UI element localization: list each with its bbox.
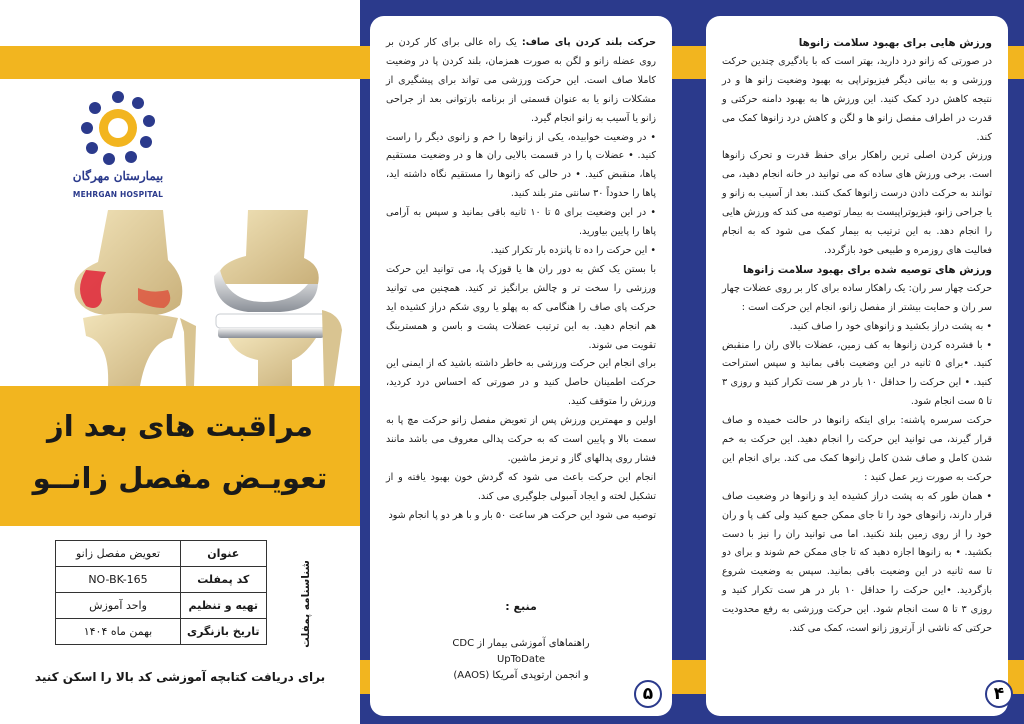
paragraph: • در وضعیت خوابیده، یکی از زانوها را خم و زانوی دیگر را راست کنید. • عضلات پا را در قسمت بالایی ران ها و در وضعیت مستقیم پاها، منقبض کنید. • در حالی که زانوها را مستقیم نگاه داشته اید، پاها را حدوداً ۳۰ سانتی متر بلند کنید. (386, 131, 656, 200)
page-5-body (386, 34, 656, 526)
paragraph: • با فشرده کردن زانوها به کف زمین، عضلات بالای ران را منقبض کنید. •برای ۵ ثانیه در این وضعیت باقی بمانید و سپس استراحت کنید. • این حرکت را حداقل ۱۰ بار در هر ست تکرار کنید و روزی ۳ تا ۵ ست انجام شود. (722, 339, 992, 408)
title-block (0, 386, 360, 526)
cover-top-band (0, 46, 360, 79)
paragraph: انجام این حرکت باعث می شود که گردش خون بهبود یافته و از تشکیل لخته و ایجاد آمبولی جلوگیری می کند. (386, 471, 656, 502)
paragraph: توصیه می شود این حرکت هر ساعت ۵۰ بار و با هر دو پا انجام شود (388, 509, 656, 521)
id-key: تهیه و تنظیم (181, 593, 267, 619)
id-value: واحد آموزش (56, 593, 181, 619)
table-row (56, 567, 267, 593)
pamphlet-id-table (55, 540, 267, 645)
paragraph: • در این وضعیت برای ۵ تا ۱۰ ثانیه باقی بمانید و سپس به آرامی پاها را پایین بیاورید. (386, 207, 657, 238)
paragraph: • به پشت دراز بکشید و زانوهای خود را صاف کنید. (789, 320, 992, 332)
id-value: بهمن ماه ۱۴۰۴ (56, 619, 181, 645)
page-4-body (722, 34, 992, 639)
source-item: و انجمن ارتوپدی آمریکا (AAOS) (453, 670, 589, 681)
cover-panel (0, 0, 360, 724)
paragraph: حرکت چهار سر ران: یک راهکار ساده برای کار بر روی عضلات چهار سر ران و حمایت بیشتر از مفصل زانو، انجام این حرکت است : (722, 282, 992, 313)
paragraph: حرکت سرسره پاشنه: برای اینکه زانوها در حالت خمیده و صاف قرار گیرند، می توانید این حرکت را انجام دهید. این حرکت به خم شدن کامل و صاف شدن کامل زانوها کمک می کند. برای انجام این حرکت به صورت زیر عمل کنید : (722, 415, 992, 483)
paragraph-text: یک راه عالی برای کار کردن بر روی عضله زانو و لگن به صورت همزمان، بلند کردن پا در وضعیت کاملا صاف است. این حرکت ورزشی می تواند برای پیشگیری از مشکلات زانو یا به عنوان قسمتی از برنامه بازتوانی بعد از جراحی زانو یا آسیب به زانو انجام گیرد. (386, 37, 656, 124)
knee-anatomy-illustration (68, 210, 360, 386)
paragraph: اولین و مهمترین ورزش پس از تعویض مفصل زانو حرکت مچ پا به سمت بالا و پایین است که به حرکت پدالی معروف می باشد مانند فشار روی پدالهای گاز و ترمز ماشین. (386, 415, 656, 464)
id-key: عنوان (181, 541, 267, 567)
id-table-side-label: شناسنامه پمفلت (300, 560, 312, 648)
paragraph: در صورتی که زانو درد دارید، بهتر است که با یادگیری چندین حرکت ورزشی و به بیانی دیگر فیزیوتراپی به بهبود وضعیت زانو ها و در نتیجه کاهش درد کمک کنید. این ورزش ها به بهبود دامنه حرکتی و قدرت در اطراف مفصل زانو ها و لگن و کاهش درد زانوها کمک می کند. (722, 55, 992, 143)
table-row (56, 593, 267, 619)
paragraph: با بستن یک کش به دور ران ها یا قوزک پا، می توانید این حرکت ورزشی را سخت تر و چالش برانگیز تر کنید. همچنین می توانید حرکت پای صاف را هنگامی که به پهلو یا روی شکم دراز کشیده اید هم انجام دهید. به این ترتیب عضلات پشت و باسن و همسترینگ تقویت می شوند. (386, 263, 656, 351)
id-key: کد پمفلت (181, 567, 267, 593)
paragraph: برای انجام این حرکت ورزشی به خاطر داشته باشید که از ایمنی این حرکت اطمینان حاصل کنید و در صورتی که احساس درد کردید، ورزش را متوقف کنید. (386, 358, 656, 408)
id-value: NO-BK-165 (56, 567, 181, 593)
paragraph: • همان طور که به پشت دراز کشیده اید و زانوها در وضعیت صاف قرار دارند، زانوهای خود را تا جای ممکن جمع کنید ولی کف پا و ران خود را از روی زمین بلند نکنید. اما می توانید ران را نیز با دست بکشید. • به زانوها اجازه دهید که تا جای ممکن خم شوند و برای دو تا سه ثانیه در این وضعیت باقی بمانید. سپس به وضعیت شروع بازگردید. •این حرکت را حداقل ۱۰ بار در هر ست تکرار کنید و روزی ۳ تا ۵ ست انجام شود. این حرکت ورزشی به رفع محدودیت حرکتی که ناشی از آرتروز زانو است، کمک می کند. (722, 490, 992, 635)
page-4-panel (706, 16, 1008, 716)
hospital-name-en: MEHRGAN HOSPITAL (72, 190, 164, 199)
cover-title-line1: مراقبت های بعد از (47, 409, 313, 443)
source-list (370, 636, 672, 684)
page-number-5: ۵ (634, 680, 662, 708)
scan-note: برای دریافت کتابچه آموزشی کد بالا را اسکن کنید (34, 670, 326, 684)
paragraph-heading: حرکت بلند کردن پای صاف: (516, 37, 656, 48)
page-5-panel (370, 16, 672, 716)
paragraph: ورزش کردن اصلی ترین راهکار برای حفظ قدرت و تحرک زانوها است. برخی ورزش های ساده که می توانید در خانه انجام دهید، می توانند به حرکت دادن درست زانوها کمک کنند. بعد از آسیب به زانو و یا جراحی زانو، فیزیوتراپیست به بیمار توصیه می کند که ورزش هایی را انجام دهد. به این ترتیب به بیمار کمک می شود که به انجام فعالیت های روزمره و طبیعی خود بازگردد. (722, 150, 992, 256)
paragraph (386, 34, 656, 129)
id-key: تاریخ بازنگری (181, 619, 267, 645)
source-item: UpToDate (496, 654, 546, 665)
table-row (56, 541, 267, 567)
paragraph: • این حرکت را ده تا پانزده بار تکرار کنید. (490, 244, 656, 256)
hospital-logo-icon (80, 90, 156, 166)
cover-title-line2: تعویـض مفصل زانــو (32, 461, 328, 495)
hospital-name-fa: بیمارستان مهرگان (72, 169, 164, 183)
source-item: راهنماهای آموزشی بیمار از CDC (452, 638, 590, 649)
section-heading: ورزش های توصیه شده برای بهبود سلامت زانوها (743, 263, 992, 276)
id-value: تعویض مفصل زانو (56, 541, 181, 567)
source-title: منبع : (505, 600, 537, 613)
table-row (56, 619, 267, 645)
page-number-4: ۴ (985, 680, 1013, 708)
section-heading: ورزش هایی برای بهبود سلامت زانوها (798, 37, 992, 49)
